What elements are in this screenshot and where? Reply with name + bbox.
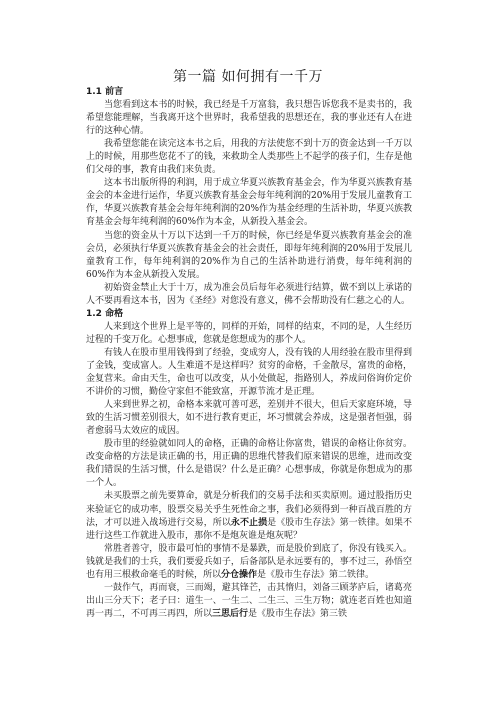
paragraph: 股市里的经验就如同人的命格，正确的命格让你富贵，错误的命格让你贫穷。改变命格的方法是读正确的书，用正确的思维代替我们原来错误的思维，进而改变我们错误的生活习惯，什么是错误？什么是正确？心想事成，你就是你想成为的那一个人。 <box>86 439 412 489</box>
paragraph: 初始资金禁止大于十万，成为准会员后每年必须进行结算，做不到以上承诺的人不要再看这本书，因为《圣经》对您没有意义，佛不会帮助没有仁慈之心的人。 <box>86 282 412 306</box>
paragraph: 当您看到这本书的时候，我已经是千万富翁，我只想告诉您我不是卖书的，我希望您能理解，当我离开这个世界时，我希望我的思想还在，我的事业还有人在进行的这种心情。 <box>86 100 412 137</box>
paragraph: 人来到世界之初，命格本来就可善可恶，差别并不很大，但后天家庭环境，导致的生活习惯差别很大，如不进行教育更正，坏习惯就会养成，这是强者恒强，弱者愈弱马太效应的成因。 <box>86 400 412 437</box>
paragraph: 当您的资金从十万以下达到一千万的时候，你已经是华夏兴族教育基金会的准会员，必须执行华夏兴族教育基金会的社会责任，即每年纯利润的20%用于发展儿童教育工作，每年纯利润的20%作为自己的生活补助进行消费，每年纯利润的60%作为本金从新投入发展。 <box>86 230 413 280</box>
paragraph <box>86 490 412 542</box>
paragraph: 我希望您能在读完这本书之后，用我的方法使您不到十万的资金达到一千万以上的时候，用那些您花不了的钱，来救助全人类那些上不起学的孩子们，生存是他们父母的事，教育由我们来负责。 <box>86 139 412 176</box>
paragraph <box>86 582 412 621</box>
document-body <box>86 86 412 621</box>
text-run: 是《股市生存法》第一铁律。如果不进行这些工作就进入股市，那你不是炮灰谁是炮灰呢？ <box>86 517 412 541</box>
paragraph: 这本书出版所得的利润，用于成立华夏兴族教育基金会，作为华夏兴族教育基金会的本金进行运作，华夏兴族教育基金会每年纯利润的20%用于发展儿童教育工作，华夏兴族教育基金会每年纯利润的20%作为基金经理的生活补助，华夏兴族教育基金会每年纯利润的60%作为本金，从新投入基金会。 <box>86 178 413 228</box>
paragraph <box>86 543 412 582</box>
paragraph: 有钱人在股市里用钱得到了经验，变成穷人，没有钱的人用经验在股市里得到了金钱，变成富人。人生难道不是这样吗？贫穷的命格，千金散尽，富贵的命格，金复营来。命由天生，命也可以改变，从小处做起，指路别人，养成问俗询价定价不讲价的习惯，勤俭守家但不能致富，开源节流才是正理。 <box>86 347 412 398</box>
text-run: 常胜者善守，股市最可怕的事情不是暴跌，而是股价到底了，你没有钱买入。钱就是我们的士兵，我们要爱兵如子，后备部队是永远要有的，事不过三，孙悟空也有用三根救命毫毛的时候，所以 <box>86 543 412 580</box>
section-heading-preface: 1.1 前言 <box>86 87 124 97</box>
text-run: 一鼓作气，再而衰，三而竭，避其锋芒，击其惰归，刘备三顾茅庐后，诸葛亮出山三分天下；老子曰：道生一、一生二、二生三、三生万物；就连老百姓也知道再一再二，不可再三再四，所以 <box>86 582 412 619</box>
paragraph: 人来到这个世界上是平等的，同样的开始，同样的结束，不同的是，人生经历过程的千变万化。心想事成，您就是您想成为的那个人。 <box>86 321 412 345</box>
emphasis-rule-one: 永不止损 <box>230 517 268 528</box>
text-run: 是《股市生存法》第三铁 <box>248 608 348 619</box>
text-run: 是《股市生存法》第二铁律。 <box>257 569 375 580</box>
section-heading-destiny: 1.2 命格 <box>86 308 124 319</box>
emphasis-rule-three: 三思后行 <box>212 608 249 619</box>
page-title: 第一篇 如何拥有一千万 <box>173 69 323 85</box>
text-run: 未买股票之前先要算命，就是分析我们的交易手法和买卖原则。通过股指历史来验证它的成功率，股票交易关乎生死性命之事，我们必须得到一种百战百胜的方法，才可以进入战场进行交易，所以 <box>86 491 412 528</box>
emphasis-rule-two: 分仓操作 <box>221 569 258 580</box>
